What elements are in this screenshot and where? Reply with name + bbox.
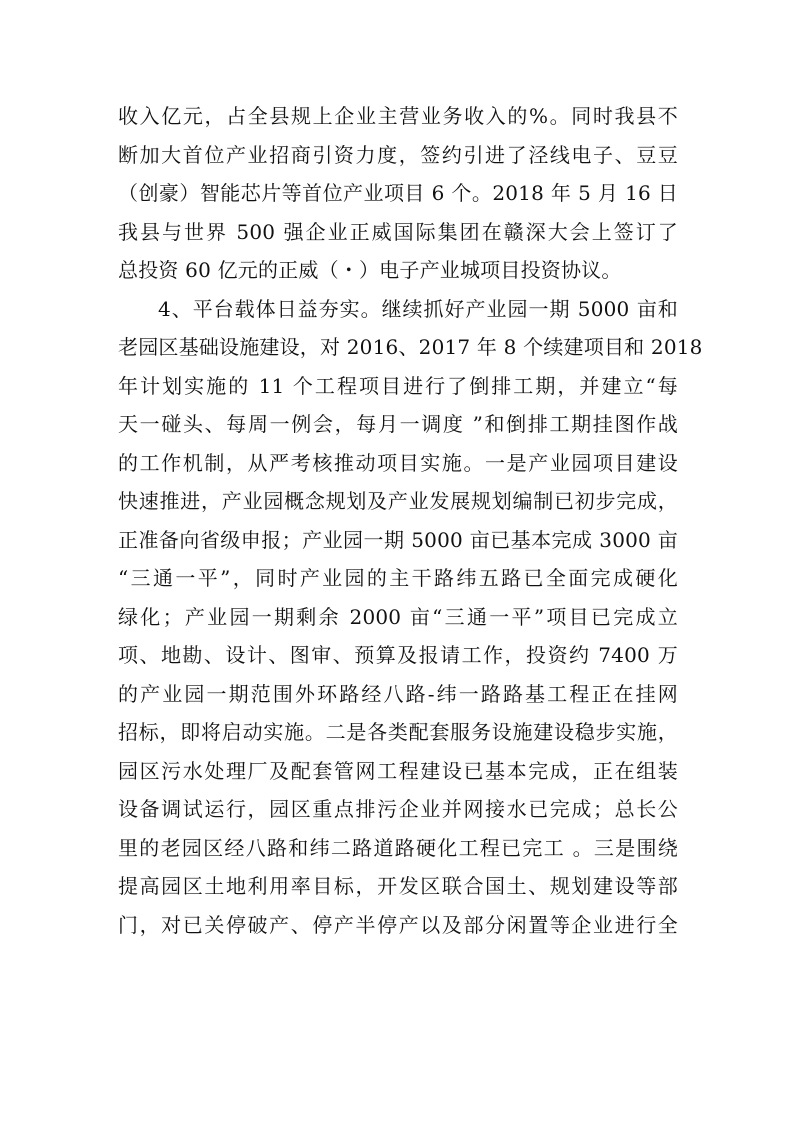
text-line: 里的老园区经八路和纬二路道路硬化工程已完工 。三是围绕 xyxy=(118,835,678,860)
text-line: （创豪）智能芯片等首位产业项目 6 个。2018 年 5 月 16 日 xyxy=(118,181,678,205)
text-line: 总投资 60 亿元的正威（・）电子产业城项目投资协议。 xyxy=(118,258,622,282)
text-line: 老园区基础设施建设，对 2016、2017 年 8 个续建项目和 2018 xyxy=(118,335,703,359)
text-line: 快速推进，产业园概念规划及产业发展规划编制已初步完成， xyxy=(118,489,678,513)
text-line: 设备调试运行，园区重点排污企业并网接水已完成；总长公 xyxy=(118,797,678,821)
body-text xyxy=(118,97,703,944)
text-line: 提高园区土地利用率目标，开发区联合国土、规划建设等部 xyxy=(118,874,678,898)
text-line: 天一碰头、每周一例会，每月一调度 ”和倒排工期挂图作战 xyxy=(118,412,678,436)
text-line: 的产业园一期范围外环路经八路-纬一路路基工程正在挂网 xyxy=(118,681,678,706)
text-line: 正准备向省级申报；产业园一期 5000 亩已基本完成 3000 亩 xyxy=(118,527,678,552)
paragraph-heading-line: 4、平台载体日益夯实。继续抓好产业园一期 5000 亩和 xyxy=(158,296,678,321)
text-line: 我县与世界 500 强企业正威国际集团在赣深大会上签订了 xyxy=(118,219,678,244)
text-line: 园区污水处理厂及配套管网工程建设已基本完成，正在组装 xyxy=(118,758,678,783)
text-line: “三通一平”，同时产业园的主干路纬五路已全面完成硬化 xyxy=(118,566,678,590)
text-line: 收入亿元，占全县规上企业主营业务收入的%。同时我县不 xyxy=(118,104,678,128)
text-line: 门，对已关停破产、停产半停产以及部分闲置等企业进行全 xyxy=(118,912,678,937)
text-line: 招标，即将启动实施。二是各类配套服务设施建设稳步实施， xyxy=(118,720,678,744)
text-line: 年计划实施的 11 个工程项目进行了倒排工期，并建立“每 xyxy=(118,373,678,398)
text-line: 断加大首位产业招商引资力度，签约引进了泾线电子、豆豆 xyxy=(118,142,678,167)
text-line: 项、地勘、设计、图审、预算及报请工作，投资约 7400 万 xyxy=(118,643,678,667)
text-line: 的工作机制，从严考核推动项目实施。一是产业园项目建设 xyxy=(118,450,678,475)
text-line: 绿化；产业园一期剩余 2000 亩“三通一平”项目已完成立 xyxy=(118,604,678,629)
